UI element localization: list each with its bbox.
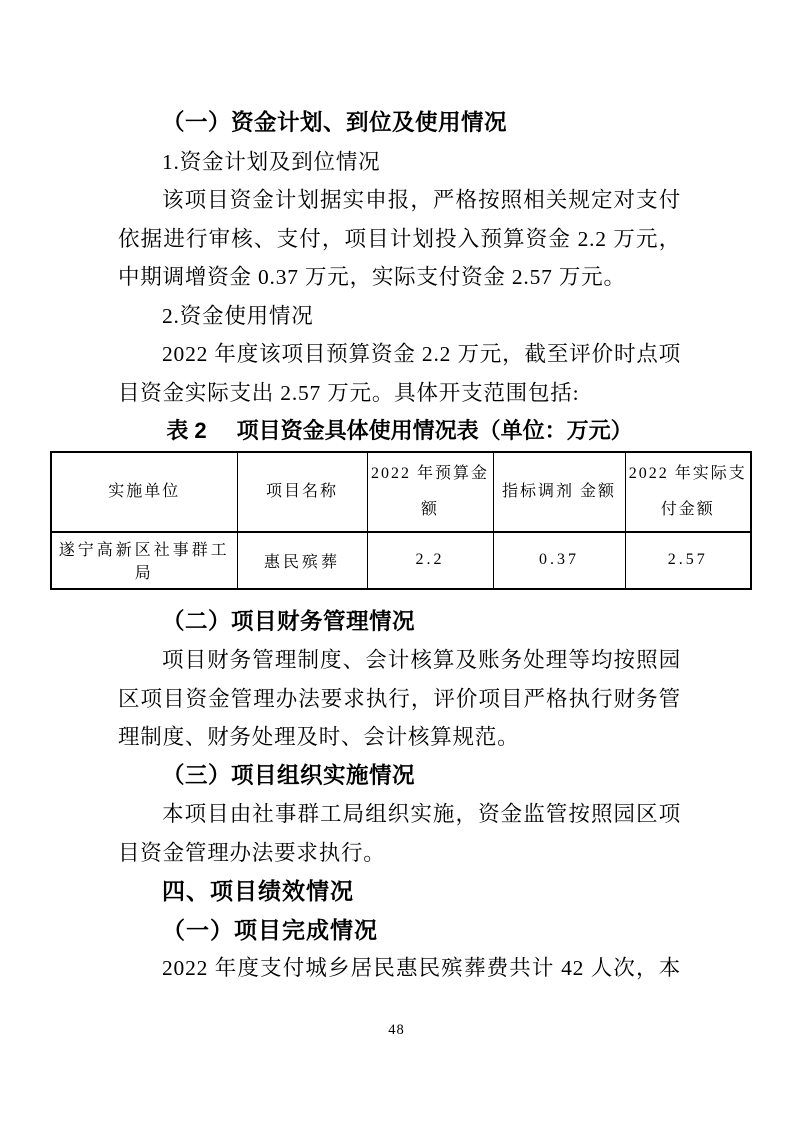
paragraph-funding-usage: 2022 年度该项目预算资金 2.2 万元，截至评价时点项目资金实际支出 2.57 万元。具体开支范围包括: [118, 342, 681, 405]
paragraph-completion: 2022 年度支付城乡居民惠民殡葬费共计 42 人次，本 [162, 956, 681, 980]
heading-financial-management: （二）项目财务管理情况 [162, 608, 416, 634]
paragraph-financial-management: 项目财务管理制度、会计核算及账务处理等均按照园区项目资金管理办法要求执行，评价项目严格执行财务管理制度、财务处理及时、会计核算规范。 [118, 648, 681, 749]
heading-performance: 四、项目绩效情况 [162, 878, 354, 904]
table-header-budget: 2022 年预算金额 [367, 452, 493, 532]
table-header-unit: 实施单位 [51, 452, 237, 532]
table-header-row [51, 452, 751, 532]
table-cell-budget: 2.2 [367, 532, 493, 589]
table-data-row [51, 532, 751, 589]
subheading-funding-usage: 2.资金使用情况 [162, 303, 314, 328]
table-cell-unit: 遂宁高新区社事群工局 [51, 532, 237, 589]
table-title-label: 表 2 [166, 418, 207, 443]
table-header-adjustment: 指标调剂 金额 [493, 452, 625, 532]
heading-completion: （一）项目完成情况 [162, 916, 378, 943]
page-number: 48 [388, 1022, 405, 1038]
subheading-funding-plan-status: 1.资金计划及到位情况 [162, 149, 381, 174]
heading-funding-plan: （一）资金计划、到位及使用情况 [162, 110, 508, 135]
table-title [118, 412, 681, 451]
paragraph-funding-plan: 该项目资金计划据实申报，严格按照相关规定对支付依据进行审核、支付，项目计划投入预算资金 2.2 万元，中期调增资金 0.37 万元，实际支付资金 2.57 万元。 [118, 188, 681, 289]
document-content [58, 104, 747, 988]
table-title-text: 项目资金具体使用情况表（单位：万元） [236, 418, 633, 443]
table-cell-project: 惠民殡葬 [237, 532, 367, 589]
table-header-project: 项目名称 [237, 452, 367, 532]
heading-organization-implementation: （三）项目组织实施情况 [162, 762, 416, 788]
table-cell-actual: 2.57 [625, 532, 751, 589]
table-header-actual: 2022 年实际支付金额 [625, 452, 751, 532]
funding-usage-table [50, 451, 752, 590]
paragraph-organization-implementation: 本项目由社事群工局组织实施，资金监管按照园区项目资金管理办法要求执行。 [118, 802, 681, 865]
table-cell-adjustment: 0.37 [493, 532, 625, 589]
